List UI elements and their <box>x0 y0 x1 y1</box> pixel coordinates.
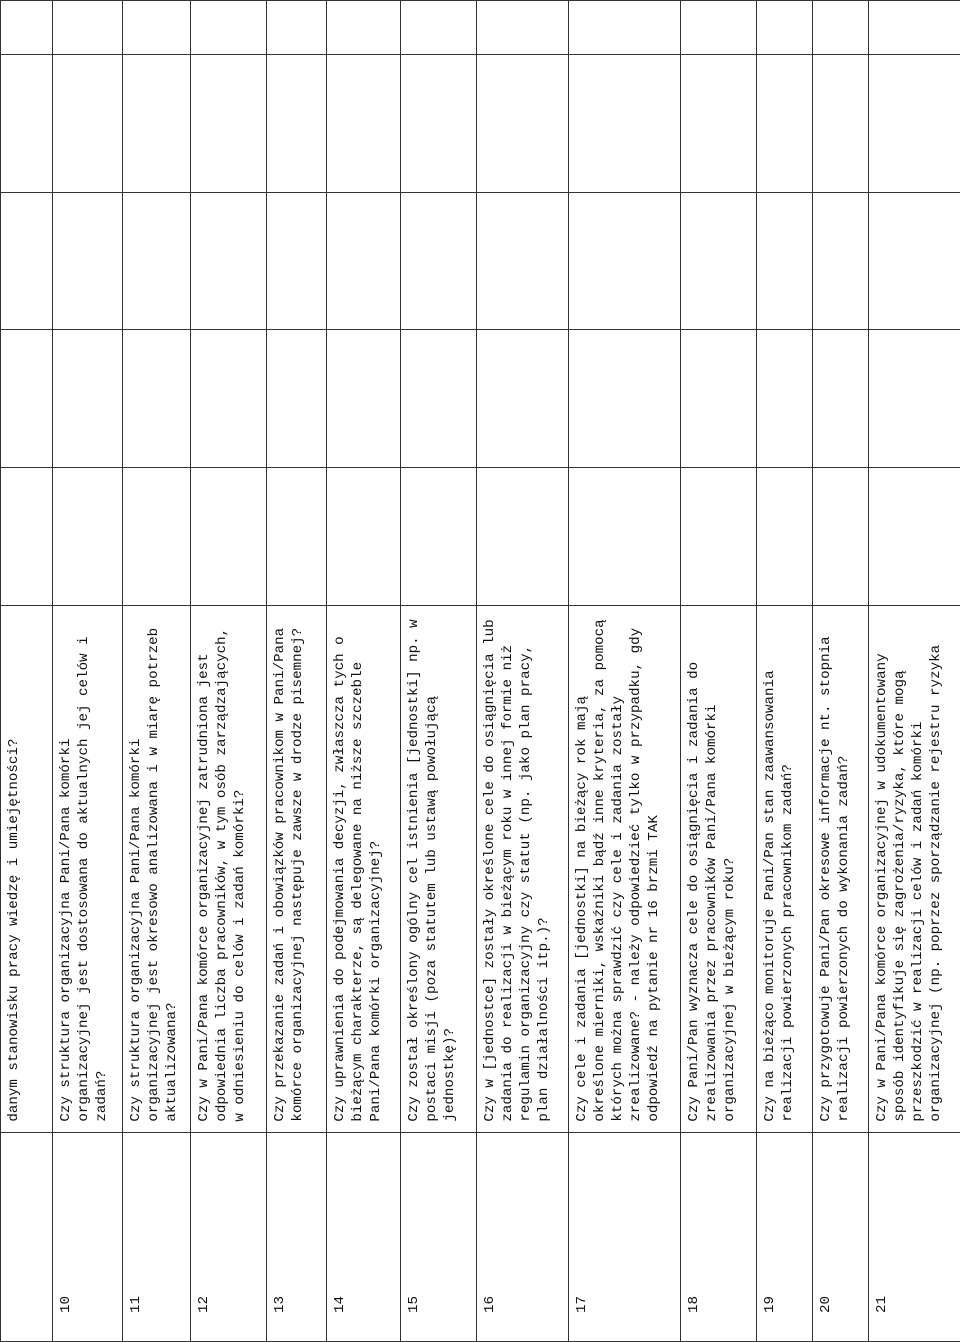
answer-cell <box>267 330 327 468</box>
answer-cell <box>681 330 757 468</box>
answer-cell <box>757 1 813 55</box>
table-row <box>813 1 869 1342</box>
answer-cell <box>681 192 757 330</box>
answer-cell <box>53 468 123 606</box>
answer-cell <box>267 192 327 330</box>
answer-cell <box>757 192 813 330</box>
question-number <box>1 1132 53 1341</box>
answer-cell <box>1 330 53 468</box>
answer-cell <box>327 468 401 606</box>
answer-cell <box>191 468 267 606</box>
question-text: Czy na bieżąco monitoruje Pani/Pan stan zaawansowania realizacji powierzonych pracownikom zadań? <box>757 605 813 1132</box>
answer-cell <box>681 468 757 606</box>
question-number: 14 <box>327 1132 401 1341</box>
answer-cell <box>813 468 869 606</box>
question-text: Czy cele i zadania [jednostki] na bieżący rok mają określone mierniki, wskaźniki bądź inne kryteria, za pomocą których można sprawdzić czy cele i zadania zostały zrealizowane? - należy odpowiedzieć tylko w przypadku, gdy odpowiedź na pytanie nr 16 brzmi TAK <box>569 605 681 1132</box>
table-row <box>681 1 757 1342</box>
answer-cell <box>569 192 681 330</box>
answer-cell <box>401 55 477 193</box>
table-row <box>53 1 123 1342</box>
answer-cell <box>569 1 681 55</box>
answer-cell <box>681 1 757 55</box>
answer-cell <box>123 1 191 55</box>
answer-cell <box>681 55 757 193</box>
answer-cell <box>327 330 401 468</box>
question-text: Czy struktura organizacyjna Pani/Pana komórki organizacyjnej jest dostosowana do aktualnych jej celów i zadań? <box>53 605 123 1132</box>
table-row <box>267 1 327 1342</box>
answer-cell <box>869 330 960 468</box>
table-row <box>477 1 569 1342</box>
question-text: Czy w Pani/Pana komórce organizacyjnej zatrudniona jest odpowiednia liczba pracowników, w tym osób zarządzających, w odniesieniu do celów i zadań komórki? <box>191 605 267 1132</box>
question-text: Czy struktura organizacyjna Pani/Pana komórki organizacyjnej jest okresowo analizowana i w miarę potrzeb aktualizowana? <box>123 605 191 1132</box>
table-row <box>123 1 191 1342</box>
question-number: 18 <box>681 1132 757 1341</box>
answer-cell <box>327 192 401 330</box>
table-row <box>401 1 477 1342</box>
answer-cell <box>813 55 869 193</box>
answer-cell <box>477 330 569 468</box>
question-text: Czy w Pani/Pana komórce organizacyjnej w udokumentowany sposób identyfikuje się zagrożenia/ryzyka, które mogą przeszkodzić w realizacji celów i zadań komórki organizacyjnej (np. poprzez sporządzanie rejestru ryzyka <box>869 605 960 1132</box>
question-number: 10 <box>53 1132 123 1341</box>
question-number: 20 <box>813 1132 869 1341</box>
table-row <box>569 1 681 1342</box>
question-text: Czy został określony ogólny cel istnienia [jednostki] np. w postaci misji (poza statutem lub ustawą powołującą jednostkę)? <box>401 605 477 1132</box>
answer-cell <box>1 55 53 193</box>
answer-cell <box>569 330 681 468</box>
answer-cell <box>1 192 53 330</box>
question-number: 11 <box>123 1132 191 1341</box>
answer-cell <box>757 55 813 193</box>
question-number: 19 <box>757 1132 813 1341</box>
answer-cell <box>477 192 569 330</box>
answer-cell <box>53 330 123 468</box>
answer-cell <box>267 1 327 55</box>
answer-cell <box>477 55 569 193</box>
question-text: Czy w [jednostce] zostały określone cele do osiągnięcia lub zadania do realizacji w bieżącym roku w innej formie niż regulamin organizacyjny czy statut (np. jako plan pracy, plan działalności itp.)? <box>477 605 569 1132</box>
answer-cell <box>53 55 123 193</box>
answer-cell <box>477 468 569 606</box>
question-number: 16 <box>477 1132 569 1341</box>
question-text: Czy Pani/Pan wyznacza cele do osiągnięcia i zadania do zrealizowania przez pracowników Pani/Pana komórki organizacyjnej w bieżącym roku? <box>681 605 757 1132</box>
answer-cell <box>1 468 53 606</box>
question-number: 15 <box>401 1132 477 1341</box>
answer-cell <box>869 468 960 606</box>
answer-cell <box>267 468 327 606</box>
answer-cell <box>757 468 813 606</box>
answer-cell <box>123 468 191 606</box>
answer-cell <box>191 330 267 468</box>
answer-cell <box>123 55 191 193</box>
answer-cell <box>569 55 681 193</box>
table-row <box>869 1 960 1342</box>
answer-cell <box>53 1 123 55</box>
question-number: 13 <box>267 1132 327 1341</box>
answer-cell <box>191 192 267 330</box>
answer-cell <box>757 330 813 468</box>
answer-cell <box>569 468 681 606</box>
answer-cell <box>327 1 401 55</box>
table-row <box>191 1 267 1342</box>
table-row <box>757 1 813 1342</box>
answer-cell <box>813 1 869 55</box>
answer-cell <box>123 330 191 468</box>
question-number: 12 <box>191 1132 267 1341</box>
question-text: Czy przekazanie zadań i obowiązków pracownikom w Pani/Pana komórce organizacyjnej następuje zawsze w drodze pisemnej? <box>267 605 327 1132</box>
answer-cell <box>267 55 327 193</box>
question-text: Czy przygotowuje Pani/Pan okresowe informacje nt. stopnia realizacji powierzonych do wykonania zadań? <box>813 605 869 1132</box>
answer-cell <box>813 192 869 330</box>
answer-cell <box>191 1 267 55</box>
answer-cell <box>401 192 477 330</box>
answer-cell <box>869 1 960 55</box>
answer-cell <box>1 1 53 55</box>
answer-cell <box>53 192 123 330</box>
question-number: 17 <box>569 1132 681 1341</box>
table-row <box>327 1 401 1342</box>
question-number: 21 <box>869 1132 960 1341</box>
answer-cell <box>327 55 401 193</box>
answer-cell <box>123 192 191 330</box>
question-text: danym stanowisku pracy wiedzę i umiejętności? <box>1 605 53 1132</box>
answer-cell <box>813 330 869 468</box>
answer-cell <box>869 192 960 330</box>
answer-cell <box>477 1 569 55</box>
answer-cell <box>401 1 477 55</box>
answer-cell <box>401 468 477 606</box>
answer-cell <box>869 55 960 193</box>
answer-cell <box>191 55 267 193</box>
question-text: Czy uprawnienia do podejmowania decyzji, zwłaszcza tych o bieżącym charakterze, są delegowane na niższe szczeble Pani/Pana komórki organizacyjnej? <box>327 605 401 1132</box>
table-row <box>1 1 53 1342</box>
answer-cell <box>401 330 477 468</box>
